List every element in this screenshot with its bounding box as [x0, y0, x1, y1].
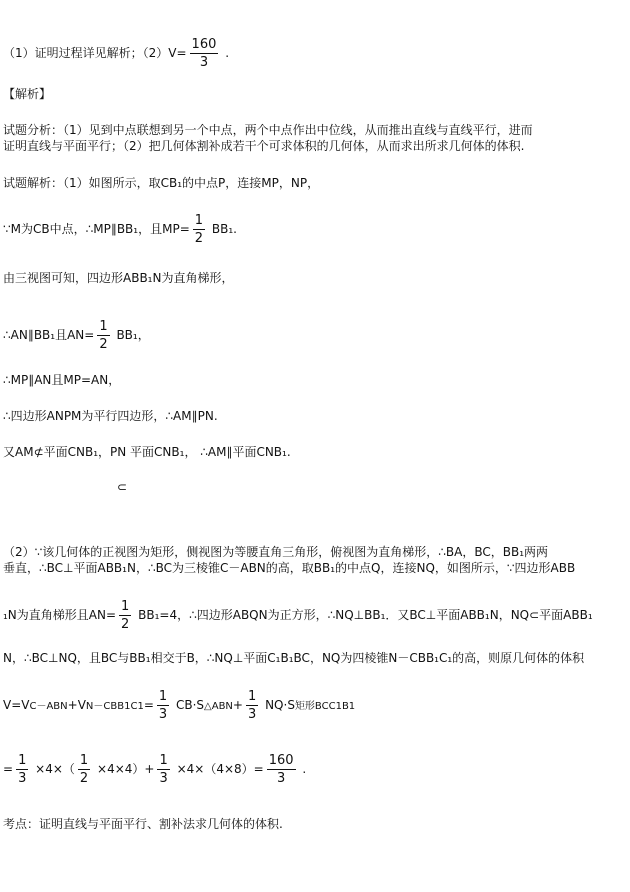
denominator: 3 [18, 771, 27, 786]
term-text: CB·S [175, 698, 205, 712]
plus: + [232, 698, 243, 712]
solution-line-3: 由三视图可知，四边形ABB₁N为直角梯形， [3, 271, 234, 285]
fraction [157, 752, 169, 787]
solution-line-4-fraction [97, 318, 109, 353]
solution-line-1: 试题解析：（1）如图所示，取CB₁的中点P，连接MP，NP， [3, 176, 320, 190]
part2-line-1: （2）∵该几何体的正视图为矩形，侧视图为等腰直角三角形，俯视图为直角梯形，∴BA，BC，BB₁两两 [3, 545, 549, 559]
term-text: ×4×（4×8）= [176, 762, 264, 776]
numerator: 1 [159, 753, 168, 768]
equals: = [3, 762, 14, 776]
part2-line-6 [3, 752, 306, 787]
solution-line-7: 又AM⊄平面CNB₁，PN 平面CNB₁， ∴AM∥平面CNB₁. [3, 445, 291, 459]
numerator: 1 [79, 753, 89, 768]
period: . [302, 762, 307, 776]
equals: = [143, 698, 154, 712]
fraction [78, 752, 90, 787]
numerator: 1 [121, 599, 130, 614]
denominator: 3 [247, 707, 257, 722]
part2-line-3-a: ₁N为直角梯形且AN= [3, 608, 117, 622]
solution-line-4 [3, 318, 150, 353]
subscript: 矩形BCC1B1 [294, 701, 356, 712]
part2-line-5 [3, 688, 355, 723]
solution-line-4-a: ∴AN∥BB₁且AN= [3, 328, 95, 342]
numerator: 1 [247, 689, 257, 704]
solution-line-4-b: BB₁， [116, 328, 150, 342]
section-title: 【解析】 [3, 87, 52, 101]
denominator: 2 [99, 337, 108, 352]
kaodian-line: 考点：证明直线与平面平行、割补法求几何体的体积. [3, 817, 283, 831]
denominator: 2 [79, 771, 89, 786]
denominator: 3 [159, 771, 168, 786]
subscript: N－CBB1C1 [85, 701, 144, 712]
denominator: 2 [194, 231, 204, 246]
denominator: 2 [121, 617, 130, 632]
answer-denominator: 3 [199, 55, 209, 70]
term-text: ×4×4）+ [97, 762, 155, 776]
volume-v: V=V [3, 698, 30, 712]
part2-line-4: N，∴BC⊥NQ，且BC与BB₁相交于B，∴NQ⊥平面C₁B₁BC，NQ为四棱锥N－CBB₁C₁的高，则原几何体的体积 [3, 651, 585, 665]
answer-prefix: （1）证明过程详见解析；（2）V= [3, 46, 187, 60]
numerator: 160 [268, 753, 294, 768]
numerator: 1 [158, 689, 168, 704]
fraction [246, 688, 258, 723]
analysis-line-2: 证明直线与平面平行；（2）把几何体割补成若干个可求体积的几何体，从而求出所求几何体的体积. [3, 139, 525, 153]
fraction [157, 688, 169, 723]
solution-line-2-fraction [193, 212, 205, 247]
term-text: NQ·S [265, 698, 295, 712]
term-text: ×4×（ [35, 762, 75, 776]
plus-v: +V [67, 698, 86, 712]
solution-line-2-b: BB₁. [211, 222, 237, 236]
part2-line-3-fraction [119, 598, 131, 633]
solution-line-2 [3, 212, 237, 247]
answer-line [3, 36, 229, 71]
part2-line-2: 垂直，∴BC⊥平面ABB₁N，∴BC为三棱锥C－ABN的高，取BB₁的中点Q，连接NQ，如图所示，∵四边形ABB [3, 561, 576, 575]
part2-line-3-b: BB₁=4，∴四边形ABQN为正方形，∴NQ⊥BB₁．又BC⊥平面ABB₁N，NQ⊂平面ABB₁ [138, 608, 593, 622]
answer-fraction [190, 36, 219, 71]
numerator: 1 [18, 753, 27, 768]
analysis-line-1: 试题分析：（1）见到中点联想到另一个中点，两个中点作出中位线，从而推出直线与直线平行，进而 [3, 123, 533, 137]
denominator: 3 [276, 771, 286, 786]
fraction [16, 752, 28, 787]
numerator: 1 [99, 319, 108, 334]
subscript: C－ABN [29, 701, 68, 712]
denominator: 3 [158, 707, 168, 722]
subscript: △ABN [204, 701, 233, 712]
solution-line-2-a: ∵M为CB中点，∴MP∥BB₁，且MP= [3, 222, 190, 236]
subset-symbol: ⊂ [117, 480, 128, 494]
answer-numerator: 160 [191, 37, 217, 52]
solution-line-6: ∴四边形ANPM为平行四边形，∴AM∥PN. [3, 409, 218, 423]
part2-line-3 [3, 598, 593, 633]
answer-suffix: . [225, 46, 230, 60]
solution-line-5: ∴MP∥AN且MP=AN， [3, 373, 121, 387]
numerator: 1 [194, 213, 204, 228]
fraction [267, 752, 296, 787]
